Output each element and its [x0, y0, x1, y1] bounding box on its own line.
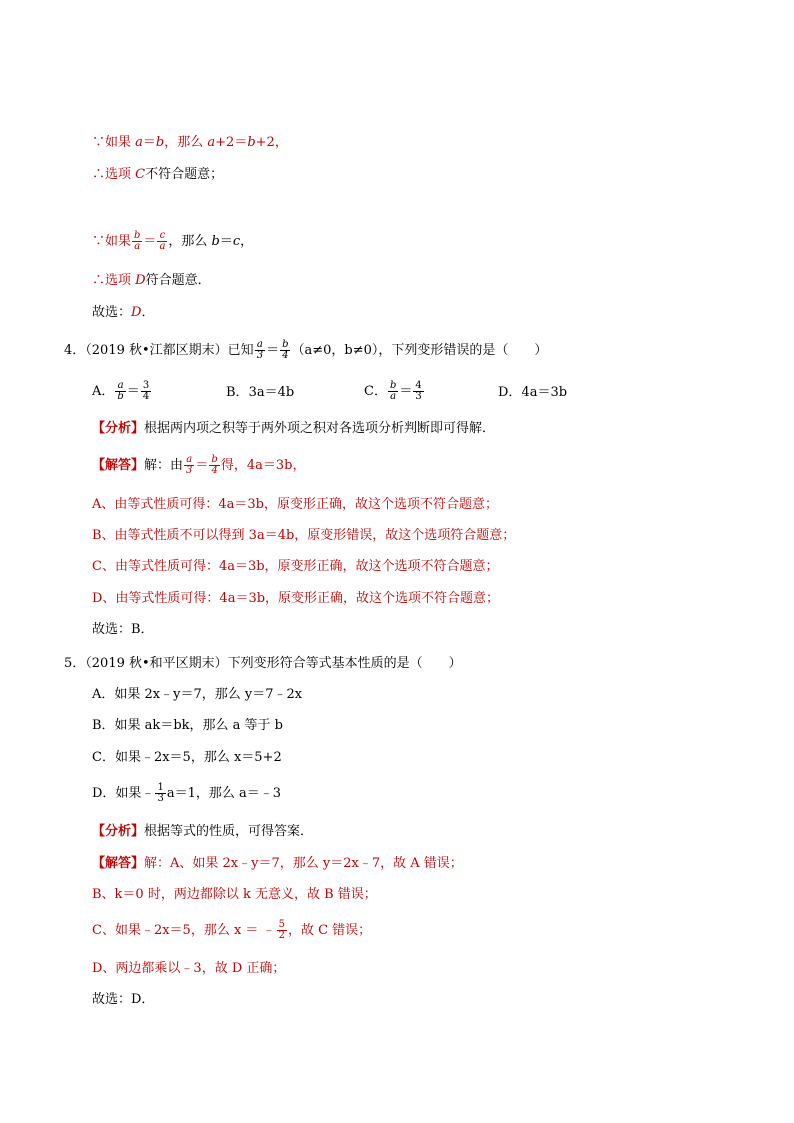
q4-solution-a: A、由等式性质可得：4a＝3b，原变形正确，故这个选项不符合题意；: [92, 497, 499, 512]
fraction: [413, 381, 423, 402]
text: （a≠0，b≠0），下列变形错误的是（ ）: [291, 343, 548, 358]
option-text: 3a＝4b: [248, 385, 295, 400]
fraction: [209, 455, 219, 476]
text: C、如果﹣2x＝5，那么 x ＝ ﹣: [92, 923, 276, 938]
fraction: [155, 783, 165, 804]
denominator: 3: [256, 350, 264, 361]
fraction: [255, 340, 265, 361]
q4-analysis: [92, 421, 495, 437]
text: 符合题意．: [145, 273, 211, 288]
answer-tag: 【解答】: [92, 856, 145, 871]
text: +2＝: [215, 135, 248, 150]
q4-choose: 故选：B．: [92, 622, 154, 637]
text: 故选：: [92, 305, 132, 320]
q5-option-b: B．如果 ak＝bk，那么 a 等于 b: [92, 718, 283, 733]
text: ∵如果: [92, 234, 132, 249]
analysis-tag: 【分析】: [92, 824, 145, 839]
fraction: [388, 381, 398, 402]
q4-solution-d: D、由等式性质可得：4a＝3b，原变形正确，故这个选项不符合题意；: [92, 591, 500, 606]
q4-solution-c: C、由等式性质可得：4a＝3b，原变形正确，故这个选项不符合题意；: [92, 559, 499, 574]
var: a: [135, 135, 143, 150]
numerator: b: [134, 230, 141, 241]
fraction: [141, 381, 151, 402]
text: ∴选项: [92, 167, 136, 182]
q5-answer: [92, 856, 463, 872]
text: ，那么: [168, 234, 212, 249]
q4-option-b: [226, 385, 294, 401]
text: +2，: [255, 135, 288, 150]
text: 下列变形符合等式基本性质的是（ ）: [227, 656, 462, 671]
text: D．如果﹣: [92, 786, 155, 801]
denominator: 2: [278, 930, 285, 941]
s3-line4: [92, 273, 211, 289]
fraction: [184, 455, 194, 476]
s3-line1: [92, 135, 288, 151]
text: ∵如果: [92, 135, 136, 150]
denominator: a: [134, 241, 141, 252]
text: ＝: [219, 234, 233, 249]
fraction: [277, 920, 287, 941]
numerator: a: [115, 381, 125, 392]
analysis-tag: 【分析】: [92, 421, 145, 436]
fraction: [115, 381, 125, 402]
q5-option-c: C．如果﹣2x＝5，那么 x＝5+2: [92, 750, 282, 765]
q5-solution-c: [92, 920, 371, 941]
s3-line2: [92, 167, 223, 183]
var: b: [155, 135, 165, 150]
q4-option-d: [498, 385, 567, 401]
q4-answer: [92, 455, 305, 476]
var: b: [211, 234, 220, 249]
q4-stem: [64, 340, 547, 361]
numerator: b: [389, 380, 397, 391]
answer-tag: 【解答】: [92, 458, 145, 473]
numerator: a: [184, 455, 194, 466]
text: ＝: [143, 234, 157, 249]
denominator: 3: [157, 793, 164, 804]
numerator: 1: [157, 782, 164, 793]
analysis-text: 根据两内项之积等于两外项之积对各选项分析判断即可得解．: [144, 421, 496, 436]
text: ∴选项: [92, 273, 136, 288]
numerator: b: [211, 454, 218, 465]
fraction: [157, 231, 167, 252]
q5-solution-d: D、两边都乘以﹣3，故 D 正确；: [92, 961, 286, 976]
text: ，故 C 错误；: [287, 923, 372, 938]
q5-choose: 故选：D．: [92, 992, 155, 1007]
s3-choose: [92, 305, 154, 321]
denominator: 3: [415, 391, 422, 402]
option-label: B．: [226, 385, 249, 400]
question-number: 5．: [64, 656, 86, 671]
var: D: [135, 273, 146, 288]
text: ，那么: [164, 135, 208, 150]
text: ＝: [399, 384, 413, 399]
s3-line3: [92, 231, 253, 252]
var: b: [247, 135, 256, 150]
text: a＝1，那么 a＝﹣3: [166, 786, 281, 801]
var: c: [232, 234, 241, 249]
question-source: （2019 秋•江都区期末）: [85, 343, 228, 358]
numerator: a: [255, 340, 265, 351]
var: C: [135, 167, 146, 182]
answer-text: 解：A、如果 2x﹣y＝7，那么 y＝2x﹣7，故 A 错误；: [144, 856, 463, 871]
q5-analysis: [92, 824, 313, 840]
denominator: 4: [211, 465, 218, 476]
text: ＝: [195, 458, 209, 473]
text: ，: [240, 234, 254, 249]
q4-option-a: [92, 381, 152, 402]
denominator: 4: [282, 350, 289, 361]
var: a: [207, 135, 216, 150]
q5-solution-b: B、k＝0 时，两边都除以 k 无意义，故 B 错误；: [92, 887, 377, 902]
numerator: 3: [142, 380, 150, 391]
text: ＝: [142, 135, 156, 150]
option-label: D．: [498, 385, 522, 400]
question-number: 4．: [64, 343, 86, 358]
text: 不符合题意；: [145, 167, 224, 182]
denominator: b: [117, 391, 124, 402]
q5-option-d: [92, 783, 281, 804]
q5-stem: [64, 656, 462, 672]
denominator: 4: [142, 391, 150, 402]
numerator: 4: [415, 380, 422, 391]
text: ．: [141, 305, 155, 320]
question-source: （2019 秋•和平区期末）: [85, 656, 228, 671]
denominator: a: [159, 241, 166, 252]
option-label: A．: [92, 384, 115, 399]
denominator: a: [390, 391, 397, 402]
analysis-text: 根据等式的性质，可得答案．: [144, 824, 314, 839]
numerator: c: [157, 231, 167, 242]
text: 已知: [227, 343, 254, 358]
q4-solution-b: B、由等式性质不可以得到 3a＝4b，原变形错误，故这个选项符合题意；: [92, 528, 516, 543]
q5-option-a: A．如果 2x﹣y＝7，那么 y＝7﹣2x: [92, 687, 303, 702]
text: 得，4a＝3b，: [220, 458, 306, 473]
denominator: 3: [186, 465, 193, 476]
option-text: 4a＝3b: [521, 385, 568, 400]
text: ＝: [126, 384, 140, 399]
fraction: [132, 231, 142, 252]
numerator: 5: [278, 919, 285, 930]
answer: D: [131, 305, 142, 320]
numerator: b: [282, 339, 289, 350]
fraction: [280, 340, 290, 361]
text: ＝: [266, 343, 280, 358]
option-label: C．: [364, 384, 387, 399]
q4-option-c: [364, 381, 425, 402]
text: 解：由: [144, 458, 184, 473]
